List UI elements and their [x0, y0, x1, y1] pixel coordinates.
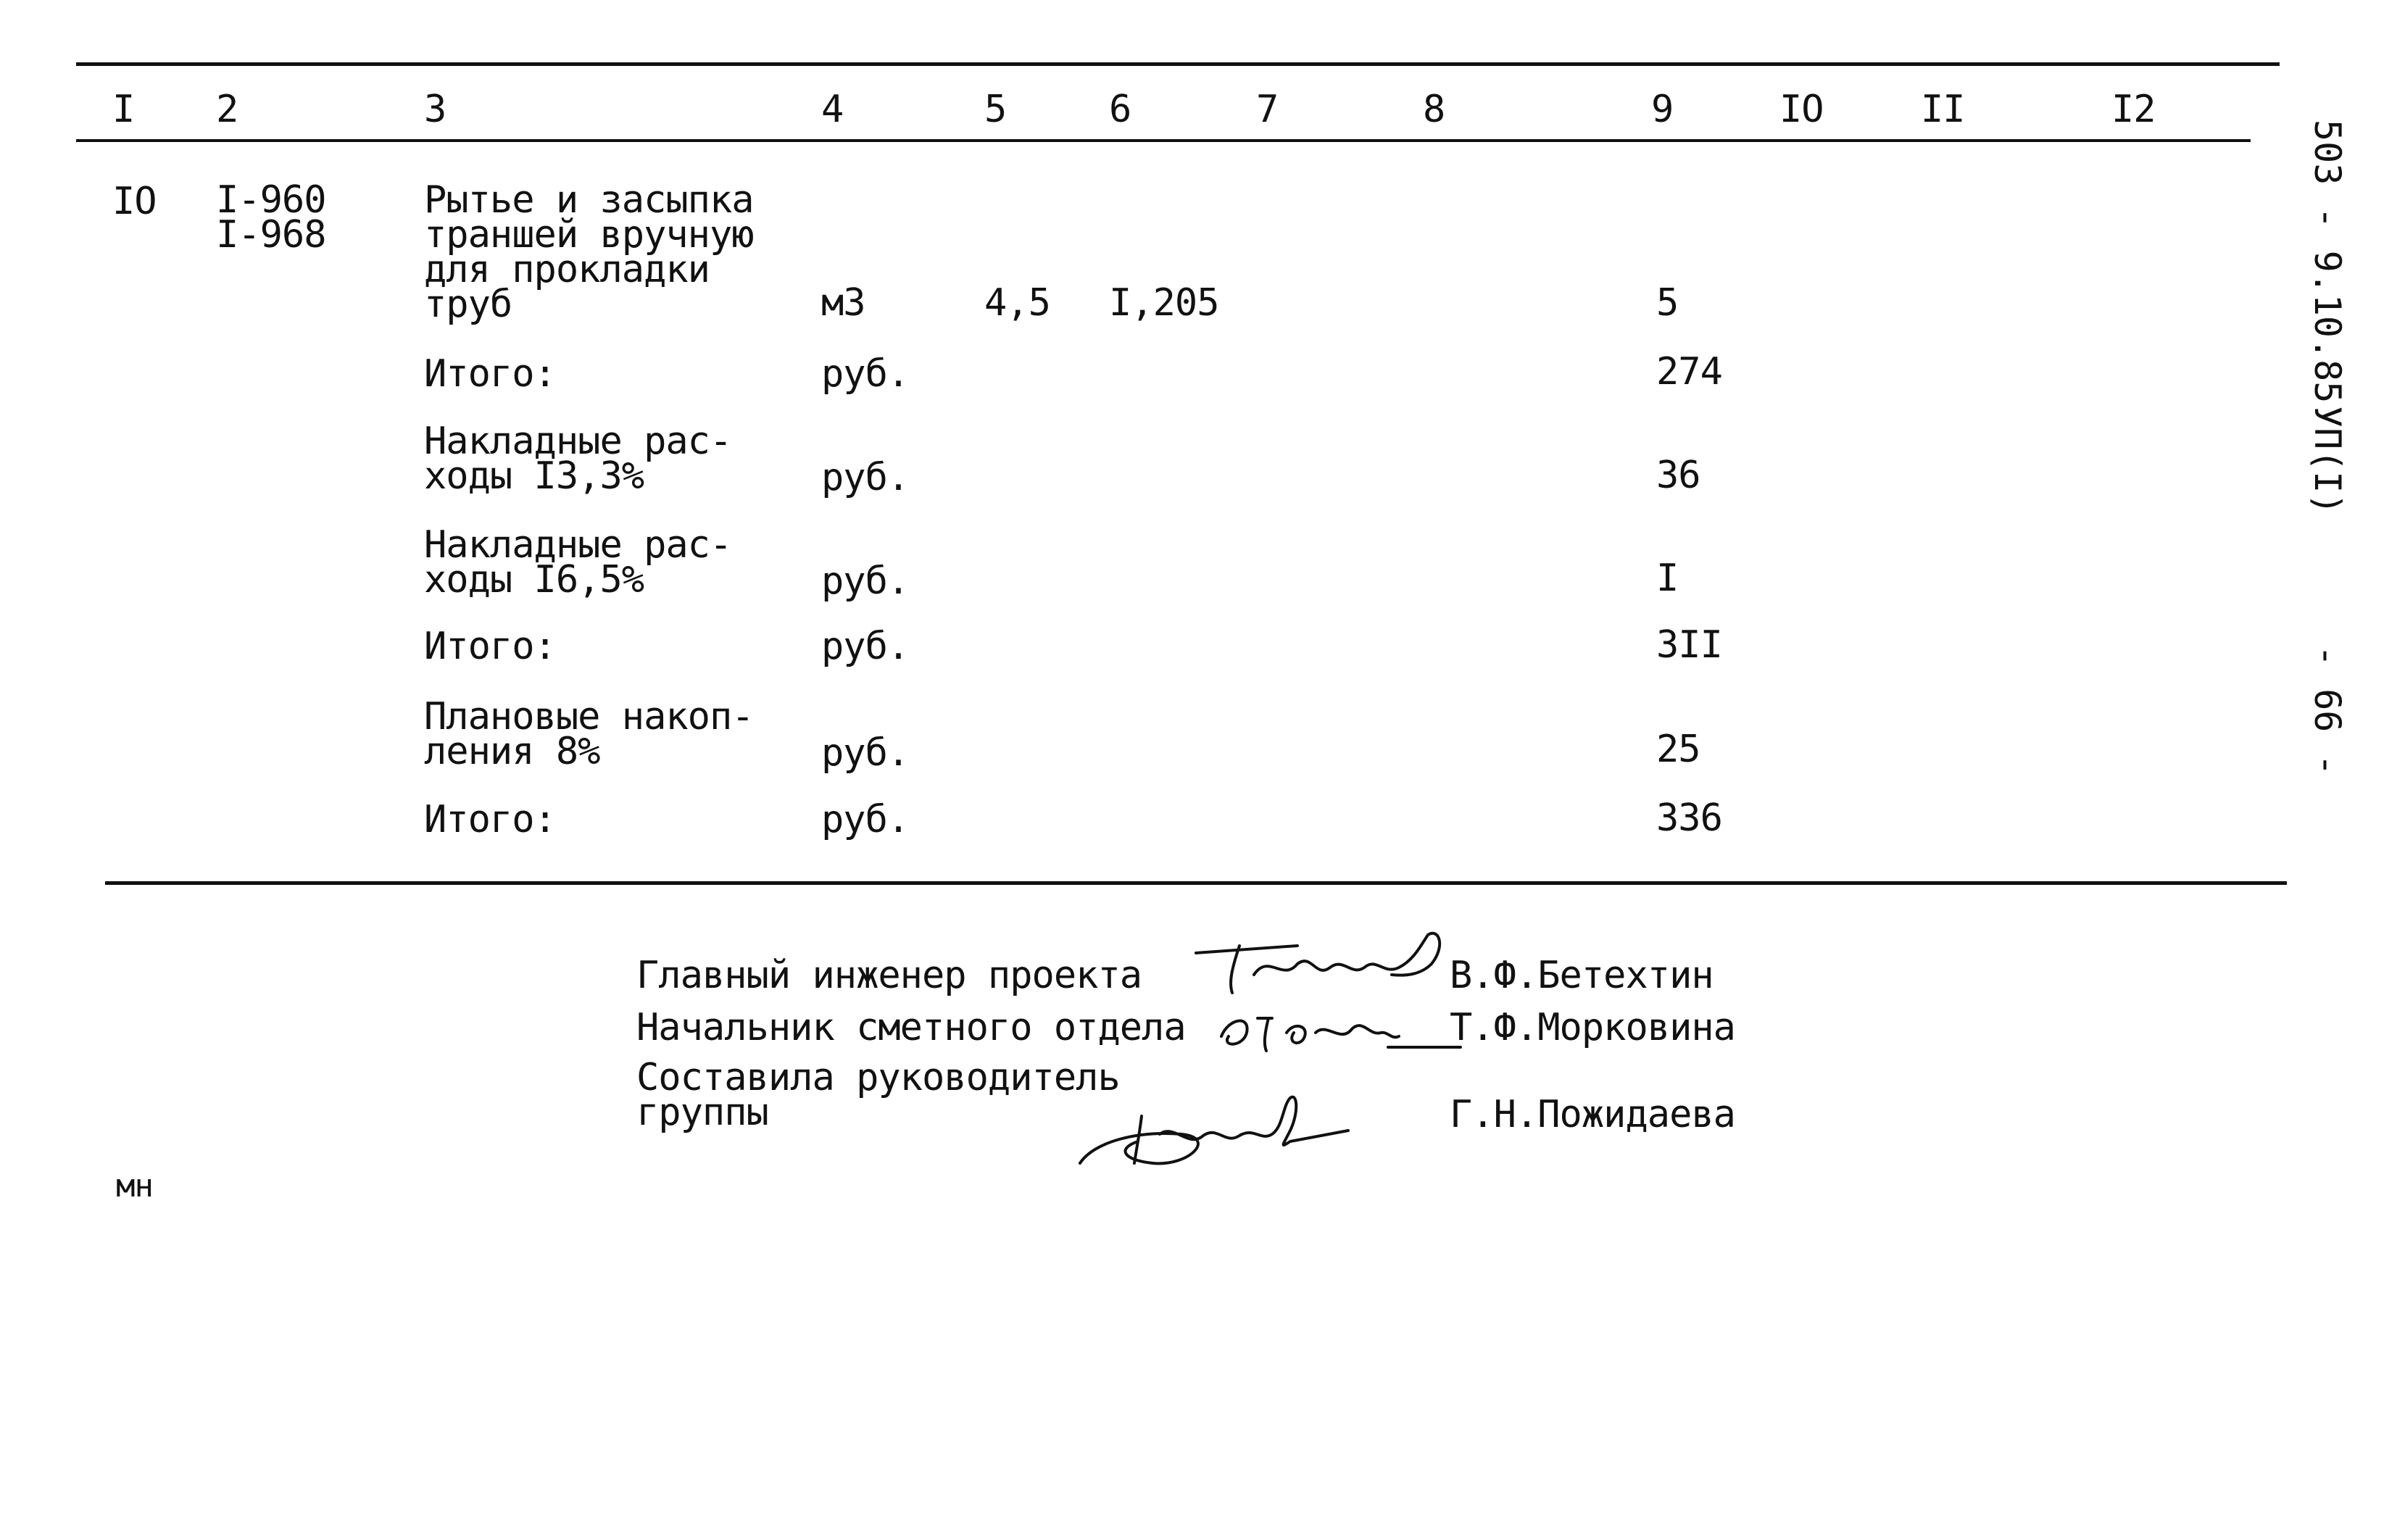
- col-header-10: IO: [1779, 88, 1824, 131]
- signature-role: Главный инженер проекта: [636, 954, 1142, 997]
- item-name-line: траншей вручную: [424, 213, 754, 257]
- col-header-5: 5: [984, 88, 1007, 131]
- item-name-line: ления 8%: [424, 730, 600, 773]
- item-name-line: Рытье и засыпка: [424, 178, 754, 222]
- item-name-line: для прокладки: [424, 248, 710, 291]
- item-col9: 5: [1656, 281, 1679, 325]
- item-name-line: Итого:: [424, 625, 556, 668]
- row-code-1: I-960: [216, 178, 326, 222]
- row-code-2: I-968: [216, 213, 326, 257]
- signature-name: Т.Ф.Морковина: [1450, 1006, 1735, 1049]
- col-header-8: 8: [1423, 88, 1445, 131]
- header-bottom-rule: [76, 139, 2251, 142]
- item-name-line: Итого:: [424, 352, 556, 396]
- item-name-line: ходы I6,5%: [424, 558, 644, 602]
- item-unit: м3: [821, 281, 865, 325]
- item-unit: руб.: [821, 456, 910, 499]
- item-unit: руб.: [821, 731, 910, 775]
- handwritten-signature-1: [1189, 924, 1457, 1004]
- col-header-1: I: [112, 88, 135, 131]
- item-col9: I: [1656, 557, 1679, 600]
- item-col9: 25: [1656, 728, 1700, 771]
- col-header-12: I2: [2111, 88, 2156, 131]
- col-header-6: 6: [1109, 88, 1131, 131]
- side-doc-part: УП(I): [2306, 406, 2348, 515]
- row-number: IO: [112, 180, 157, 223]
- item-name-line: Накладные рас-: [424, 420, 732, 463]
- item-name-line: ходы I3,3%: [424, 454, 644, 498]
- col-header-4: 4: [821, 88, 844, 131]
- item-unit: руб.: [821, 559, 910, 603]
- col-header-9: 9: [1651, 88, 1674, 131]
- item-name-line: Плановые накоп-: [424, 695, 754, 738]
- item-unit: руб.: [821, 798, 910, 841]
- col-header-2: 2: [216, 88, 238, 131]
- item-col9: 3II: [1656, 623, 1722, 667]
- item-col5: 4,5: [984, 281, 1050, 325]
- col-header-3: 3: [424, 88, 446, 131]
- item-col6: I,205: [1109, 281, 1219, 325]
- signature-name: В.Ф.Бетехтин: [1450, 954, 1713, 997]
- signature-role: Начальник сметного отдела: [636, 1006, 1186, 1049]
- side-doc-code: 503 - 9.10.85: [2306, 120, 2348, 404]
- handwritten-signature-2: [1207, 1004, 1468, 1062]
- side-page-number: - 66 -: [2306, 645, 2348, 776]
- col-header-7: 7: [1256, 88, 1279, 131]
- item-col9: 274: [1656, 350, 1722, 394]
- item-name-line: Итого:: [424, 798, 556, 841]
- handwritten-signature-3: [1073, 1091, 1377, 1178]
- item-col9: 336: [1656, 796, 1722, 840]
- footer-mark: мн: [116, 1168, 153, 1204]
- table-top-rule: [76, 62, 2280, 66]
- item-unit: руб.: [821, 352, 910, 396]
- item-name-line: труб: [424, 283, 512, 326]
- item-name-line: Накладные рас-: [424, 523, 732, 567]
- item-col9: 36: [1656, 454, 1700, 497]
- col-header-11: II: [1921, 88, 1965, 131]
- signature-role: Составила руководитель: [636, 1056, 1120, 1099]
- signature-name: Г.Н.Пожидаева: [1450, 1093, 1735, 1136]
- item-unit: руб.: [821, 625, 910, 668]
- signature-role: группы: [636, 1091, 768, 1134]
- table-bottom-rule: [105, 881, 2287, 885]
